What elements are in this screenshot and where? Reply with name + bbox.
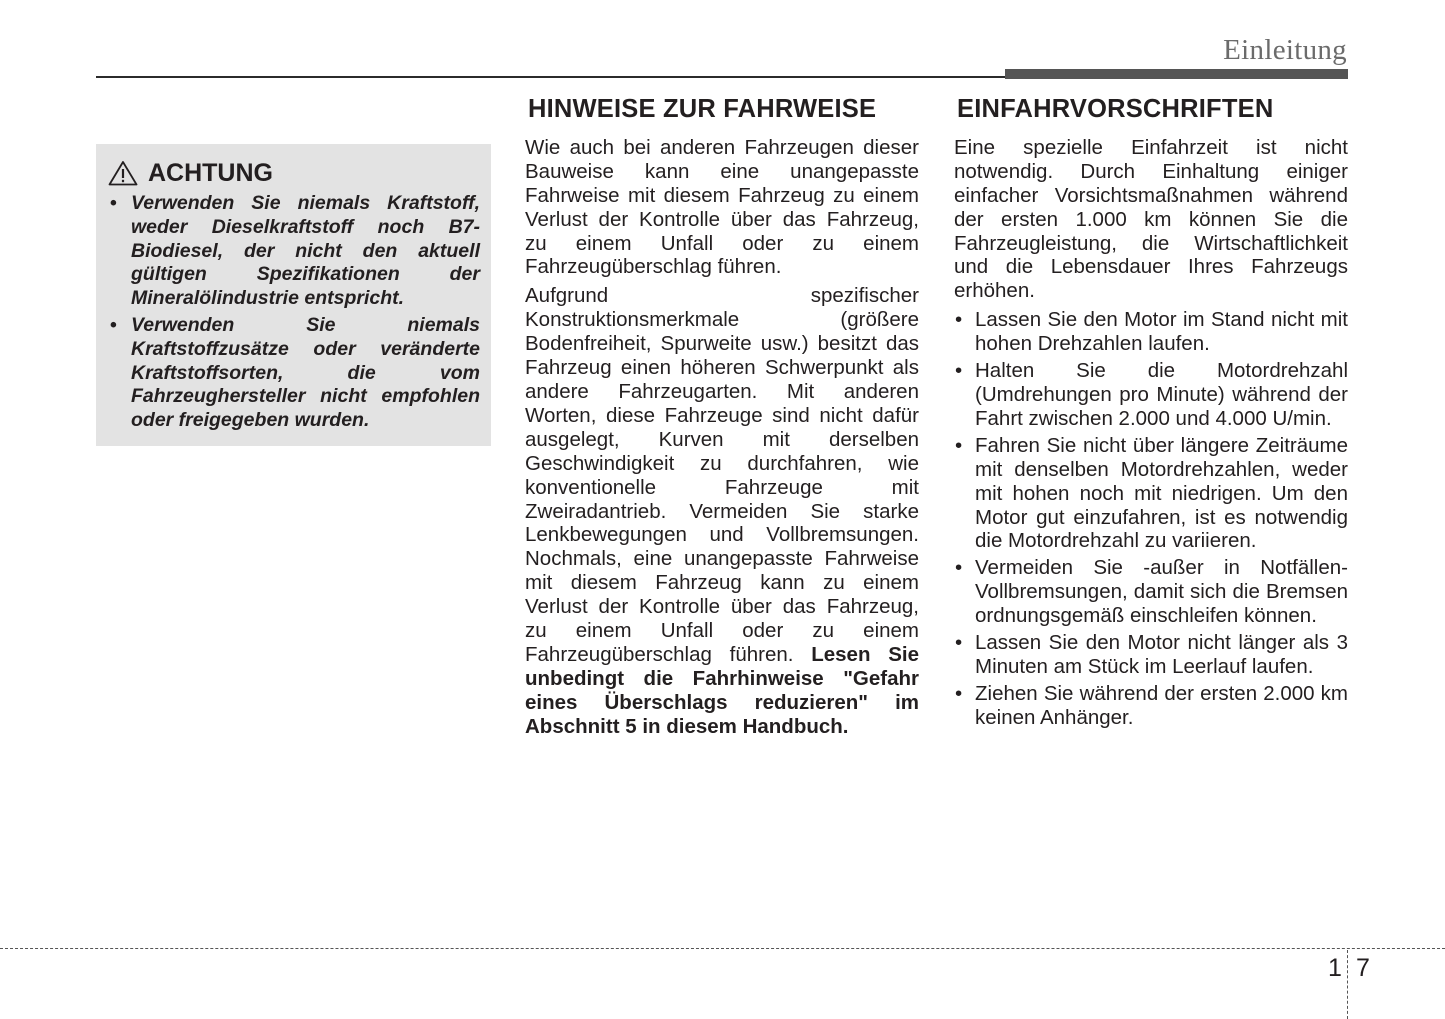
driving-paragraph-2-text: Aufgrund spezifischer Konstruktionsmerkmale (größere Bodenfreiheit, Spurweite usw.) besitzt das Fahrzeug einen höheren Schwerpunkt als andere Fahrzeugarten. Mit anderen Worten, diese Fahrzeuge sind nicht dafür ausgelegt, Kurven mit derselben Geschwindigkeit zu durchfahren, wie konventionelle Fahrzeuge mit Zweiradantrieb. Vermeiden Sie starke Lenkbewegungen und Vollbremsungen. Nochmals, eine unangepasste Fahrweise mit diesem Fahrzeug kann zu einem Verlust der Kontrolle über das Fahrzeug, zu einem Unfall oder zu einem Fahrzeugüberschlag führen. <box>525 284 919 666</box>
breakin-item: • Lassen Sie den Motor im Stand nicht mit hohen Drehzahlen laufen. <box>954 308 1348 356</box>
breakin-item: • Lassen Sie den Motor nicht länger als 3 Minuten am Stück im Leerlauf laufen. <box>954 631 1348 679</box>
breakin-list <box>954 308 1348 729</box>
warning-header <box>108 156 480 190</box>
footer-rule <box>0 948 1445 949</box>
warning-list <box>108 192 480 433</box>
page-number: 7 <box>1356 954 1370 982</box>
breakin-item: • Fahren Sie nicht über längere Zeiträume mit denselben Motordrehzahlen, weder mit hohen noch mit niedrigen. Um den Motor gut einzufahren, ist es notwendig die Motordrehzahl zu variieren. <box>954 434 1348 554</box>
breakin-column <box>954 95 1348 733</box>
driving-column <box>525 95 919 744</box>
warning-title: ACHTUNG <box>148 158 273 187</box>
header-rule <box>96 76 1006 78</box>
driving-paragraph-2-bold: Lesen Sie unbedingt die Fahrhinweise "Gefahr eines Überschlags reduzieren" im Abschnitt 5 in diesem Handbuch. <box>525 642 919 738</box>
breakin-item: • Vermeiden Sie -außer in Notfällen- Vollbremsungen, damit sich die Bremsen ordnungsgemäß einschleifen können. <box>954 556 1348 628</box>
warning-item: • Verwenden Sie niemals Kraftstoff, weder Dieselkraftstoff noch B7-Biodiesel, der nicht den aktuell gültigen Spezifikationen der Mineralölindustrie entspricht. <box>108 192 480 311</box>
header-rule-accent <box>1005 69 1348 79</box>
breakin-item: • Halten Sie die Motordrehzahl (Umdrehungen pro Minute) während der Fahrt zwischen 2.000 und 4.000 U/min. <box>954 359 1348 431</box>
warning-box <box>96 144 491 446</box>
warning-item: • Verwenden Sie niemals Kraftstoffzusätze oder veränderte Kraftstoffsorten, die vom Fahrzeughersteller nicht empfohlen oder freigegeben wurden. <box>108 314 480 433</box>
breakin-heading: EINFAHRVORSCHRIFTEN <box>957 95 1274 123</box>
warning-triangle-icon <box>108 160 138 186</box>
driving-heading: HINWEISE ZUR FAHRWEISE <box>528 95 877 123</box>
section-title: Einleitung <box>1223 34 1347 66</box>
driving-paragraph-2 <box>525 284 919 738</box>
page-number-divider <box>1347 950 1348 1019</box>
breakin-item: • Ziehen Sie während der ersten 2.000 km keinen Anhänger. <box>954 682 1348 730</box>
driving-paragraph-1: Wie auch bei anderen Fahrzeugen dieser Bauweise kann eine unangepasste Fahrweise mit diesem Fahrzeug zu einem Verlust der Kontrolle über das Fahrzeug, zu einem Unfall oder zu einem Fahrzeugüberschlag führen. <box>525 135 919 279</box>
breakin-intro: Eine spezielle Einfahrzeit ist nicht notwendig. Durch Einhaltung einiger einfacher Vorsichtsmaßnahmen während der ersten 1.000 km können Sie die Fahrzeugleistung, die Wirtschaftlichkeit und die Lebensdauer Ihres Fahrzeugs erhöhen. <box>954 135 1348 303</box>
chapter-number: 1 <box>1328 954 1342 982</box>
